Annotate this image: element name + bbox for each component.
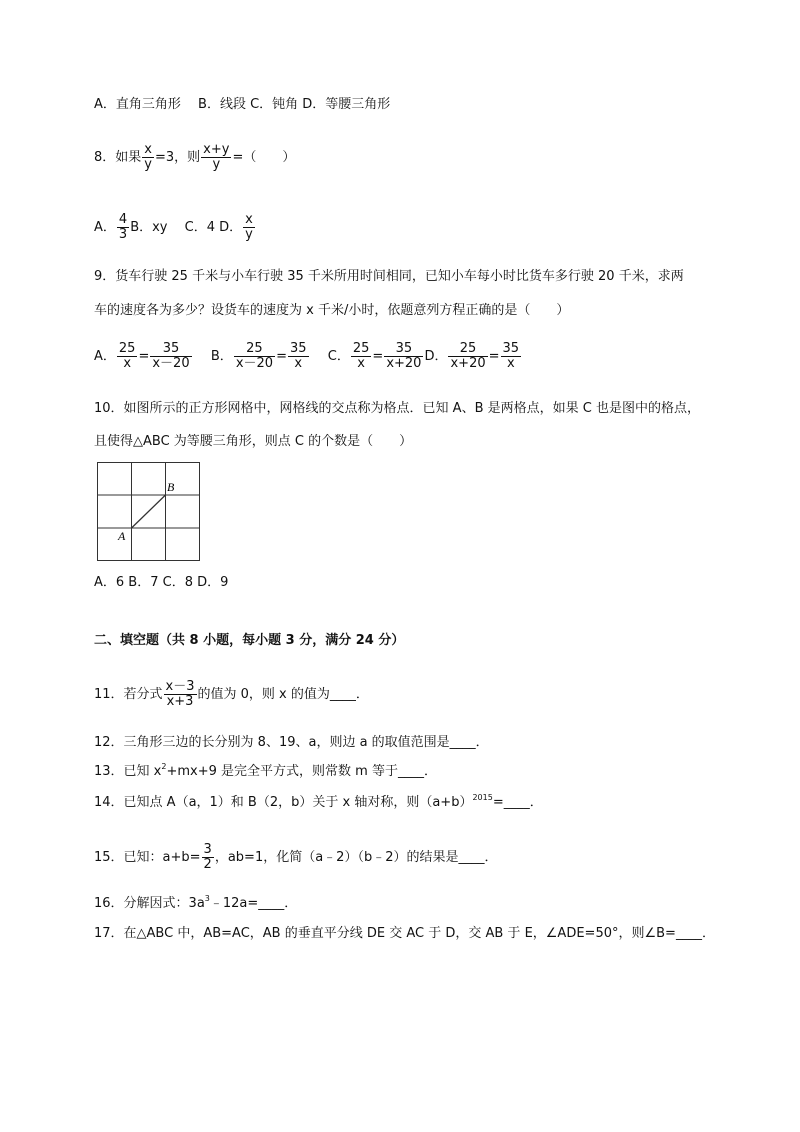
q11-den: x+3: [166, 694, 194, 709]
q11-blank: ____: [329, 687, 356, 702]
q8-opt-d-num: x: [245, 212, 253, 227]
q8-f1-den: y: [144, 157, 152, 172]
q9-a-eq: =: [138, 349, 150, 364]
q8-options: [94, 213, 256, 242]
q10-options: A．6 B．7 C．8 D．9: [94, 575, 229, 590]
q9-line-2: 车的速度各为多少？设货车的速度为 x 千米/小时，依题意列方程正确的是（ ）: [94, 303, 570, 318]
q15-prefix: 15．已知：a+b=: [94, 850, 201, 865]
q9-d-r-den: x: [506, 356, 515, 371]
q11-question: [94, 680, 369, 709]
q8-opt-a-num: 4: [118, 212, 128, 227]
q17-question: 17．在△ABC 中，AB=AC，AB 的垂直平分线 DE 交 AC 于 D，交 AB 于 E，∠ADE=50°，则∠B=____．: [94, 926, 715, 941]
q9-b-label: B．: [210, 349, 233, 364]
q8-option-d-fraction: [243, 213, 255, 242]
q16-question: [94, 895, 297, 914]
q8-f1-num: x: [144, 142, 152, 157]
q9-d-right: [501, 342, 522, 371]
q9-b-r-den: x: [294, 356, 303, 371]
q15-num: 3: [203, 842, 212, 857]
q8-prefix: 8．如果: [94, 150, 142, 165]
q16-sup: 3: [204, 894, 210, 903]
q9-d-label: D．: [424, 349, 448, 364]
q11-end: ．: [355, 687, 369, 702]
q9-d-l-den: x+20: [450, 356, 486, 371]
q10-line-2: 且使得△ABC 为等腰三角形，则点 C 的个数是（ ）: [94, 434, 413, 449]
q9-a-l-den: x: [123, 356, 132, 371]
q11-suffix: 的值为 0，则 x 的值为: [197, 687, 330, 702]
q10-grid-figure: [97, 462, 201, 562]
q9-b-l-num: 25: [234, 342, 275, 357]
q9-c-label: C．: [327, 349, 350, 364]
q8-option-a-fraction: [117, 213, 129, 242]
q15-suffix: ，ab=1，化简（a﹣2）（b﹣2）的结果是____．: [214, 850, 498, 865]
q9-d-l-num: 25: [448, 342, 487, 357]
q11-num: x－3: [165, 679, 195, 694]
q14-prefix: 14．已知点 A（a，1）和 B（2，b）关于 x 轴对称，则（a+b）: [94, 795, 473, 810]
q16-prefix: 16．分解因式：3a: [94, 896, 205, 911]
q8-opt-a-den: 3: [118, 227, 128, 242]
q9-a-left: [117, 342, 138, 371]
q14-question: [94, 794, 543, 813]
q9-c-left: [351, 342, 372, 371]
q8-f2-den: y: [212, 157, 221, 172]
q9-b-r-num: 35: [289, 341, 307, 356]
section-2-title: 二、填空题（共 8 小题，每小题 3 分，满分 24 分）: [94, 633, 405, 648]
q8-option-a-label: A．: [94, 220, 116, 235]
q8-fraction-1: [142, 143, 154, 172]
segment-ab: [132, 495, 166, 528]
q16-suffix: ﹣12a=____．: [209, 896, 298, 911]
q13-prefix: 13．已知 x: [94, 764, 162, 779]
q13-question: [94, 763, 437, 782]
q8-question: [94, 143, 295, 172]
q15-question: [94, 843, 497, 872]
q9-a-l-num: 25: [118, 341, 136, 356]
q9-c-r-den: x+20: [386, 356, 422, 371]
q11-fraction: [164, 680, 197, 709]
q9-c-l-num: 25: [352, 341, 370, 356]
q13-suffix: +mx+9 是完全平方式，则常数 m 等于____．: [166, 764, 437, 779]
q9-a-r-num: 35: [150, 342, 191, 357]
q8-opt-d-den: y: [245, 227, 253, 242]
q9-b-l-den: x－20: [235, 356, 274, 371]
q9-a-r-den: x－20: [152, 356, 190, 371]
q10-line-1: 10．如图所示的正方形网格中，网格线的交点称为格点．已知 A、B 是两格点，如果 C 也是图中的格点，: [94, 401, 700, 416]
q9-line-1: 9．货车行驶 25 千米与小车行驶 35 千米所用时间相同，已知小车每小时比货车多行驶 20 千米，求两: [94, 269, 684, 284]
q9-b-left: [234, 342, 275, 371]
q9-b-right: [288, 342, 309, 371]
point-b-label: B: [167, 480, 175, 494]
q8-f2-num: x+y: [203, 142, 230, 157]
q8-suffix: =（ ）: [232, 150, 296, 165]
q7-options: A．直角三角形 B．线段 C．钝角 D．等腰三角形: [94, 97, 391, 112]
q9-options: [94, 342, 522, 371]
q11-prefix: 11．若分式: [94, 687, 163, 702]
q9-a-label: A．: [94, 349, 116, 364]
q9-a-right: [150, 342, 191, 371]
q9-d-left: [448, 342, 487, 371]
q12-question: 12．三角形三边的长分别为 8、19、a，则边 a 的取值范围是____．: [94, 735, 489, 750]
q9-c-right: [384, 342, 423, 371]
q15-fraction: [202, 843, 214, 872]
q9-d-r-num: 35: [502, 341, 520, 356]
q15-den: 2: [203, 857, 212, 872]
q8-mid: =3，则: [154, 150, 201, 165]
q14-suffix: =____．: [492, 795, 543, 810]
q13-sup: 2: [161, 762, 167, 771]
q9-c-r-num: 35: [384, 342, 423, 357]
q8-fraction-2: [201, 143, 231, 172]
q8-option-b-c: B．xy C．4 D．: [130, 220, 243, 235]
q9-b-eq: =: [276, 349, 287, 364]
q9-d-eq: =: [488, 349, 500, 364]
q14-sup: 2015: [472, 793, 493, 802]
q9-c-l-den: x: [357, 356, 365, 371]
q9-c-eq: =: [372, 349, 384, 364]
point-a-label: A: [118, 529, 126, 543]
